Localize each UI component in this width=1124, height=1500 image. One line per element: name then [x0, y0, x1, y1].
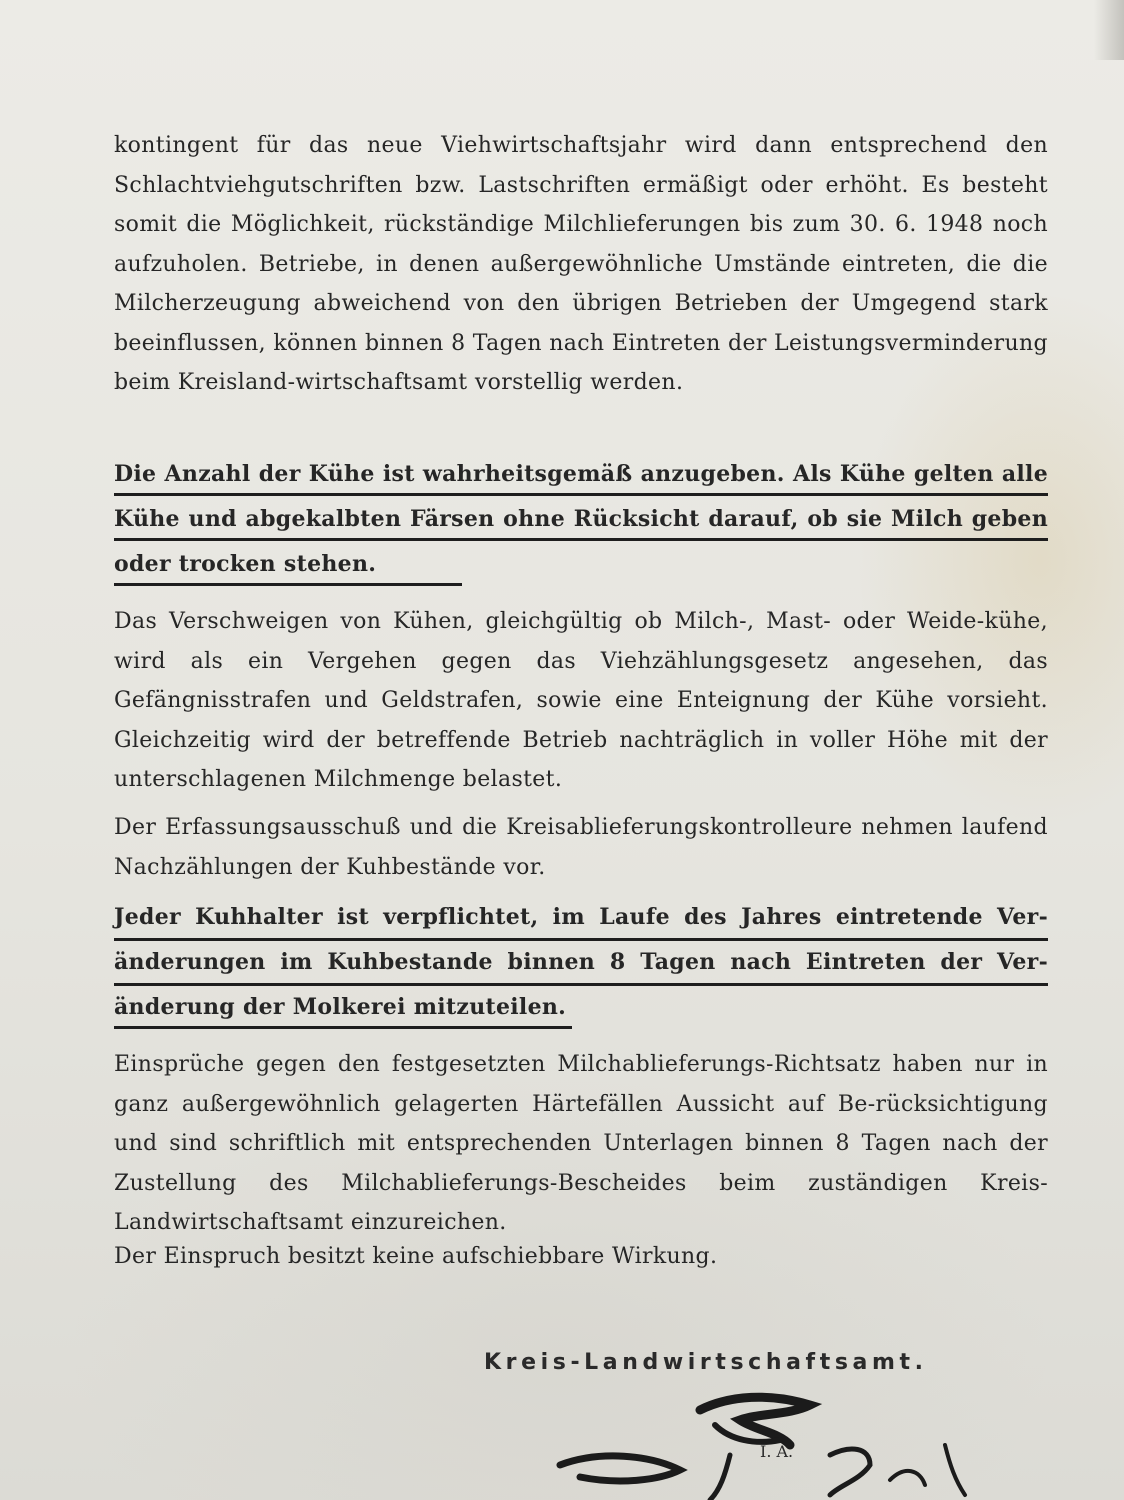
underline-4: [114, 938, 1048, 941]
initials-text: I. A.: [760, 1442, 794, 1461]
paragraph-concealment: Das Verschweigen von Kühen, gleichgültig ob Milch-, Mast- oder Weide-kühe, wird als ein Vergehen gegen das Viehzählungsgesetz angesehen, das Gefängnisstrafen und Geldstrafen, sowie eine Enteignung der Kühe vorsieht. Gleichzeitig wird der betreffende Betrieb nachträglich in voller Höhe mit der unterschlagenen Milchmenge belastet.: [114, 609, 1048, 792]
signature-office-name: Kreis-Landwirtschaftsamt.: [484, 1350, 928, 1375]
underline-3: [114, 583, 462, 586]
underline-6: [114, 1026, 572, 1029]
paragraph-recount: Der Erfassungsausschuß und die Kreisablieferungskontrolleure nehmen laufend Nachzählungen der Kuhbestände vor.: [114, 815, 1048, 880]
notice-report-changes: Jeder Kuhhalter ist verpflichtet, im Laufe des Jahres eintretende Ver-änderungen im Kuhbestande binnen 8 Tagen nach Eintreten der Ver-änderung der Molkerei mitzuteilen.: [114, 904, 1048, 1020]
notice-cow-count: Die Anzahl der Kühe ist wahrheitsgemäß anzugeben. Als Kühe gelten alle Kühe und abgekalbten Färsen ohne Rücksicht darauf, ob sie Milch geben oder trocken stehen.: [114, 461, 1048, 577]
paragraph-no-suspensive-effect: Der Einspruch besitzt keine aufschiebbare Wirkung.: [114, 1244, 718, 1269]
paragraph-milk-quota: kontingent für das neue Viehwirtschaftsjahr wird dann entsprechend den Schlachtviehgutschriften bzw. Lastschriften ermäßigt oder erhöht. Es besteht somit die Möglichkeit, rückständige Milchlieferungen bis zum 30. 6. 1948 noch aufzuholen. Betriebe, in denen außergewöhnliche Umstände eintreten, die die Milcherzeugung abweichend von den übrigen Betrieben der Umgegend stark beeinflussen, können binnen 8 Tagen nach Eintreten der Leistungsverminderung beim Kreisland-wirtschaftsamt vorstellig werden.: [114, 133, 1048, 395]
underline-1: [114, 493, 1048, 496]
handwritten-signature: [540, 1385, 1000, 1500]
underline-5: [114, 983, 1048, 986]
underline-2: [114, 538, 1048, 541]
paper-edge-shadow: [1094, 0, 1124, 60]
paragraph-objections: Einsprüche gegen den festgesetzten Milchablieferungs-Richtsatz haben nur in ganz außergewöhnlich gelagerten Härtefällen Aussicht auf Be-rücksichtigung und sind schriftlich mit entsprechenden Unterlagen binnen 8 Tagen nach der Zustellung des Milchablieferungs-Bescheides beim zuständigen Kreis-Landwirtschaftsamt einzureichen.: [114, 1052, 1048, 1235]
